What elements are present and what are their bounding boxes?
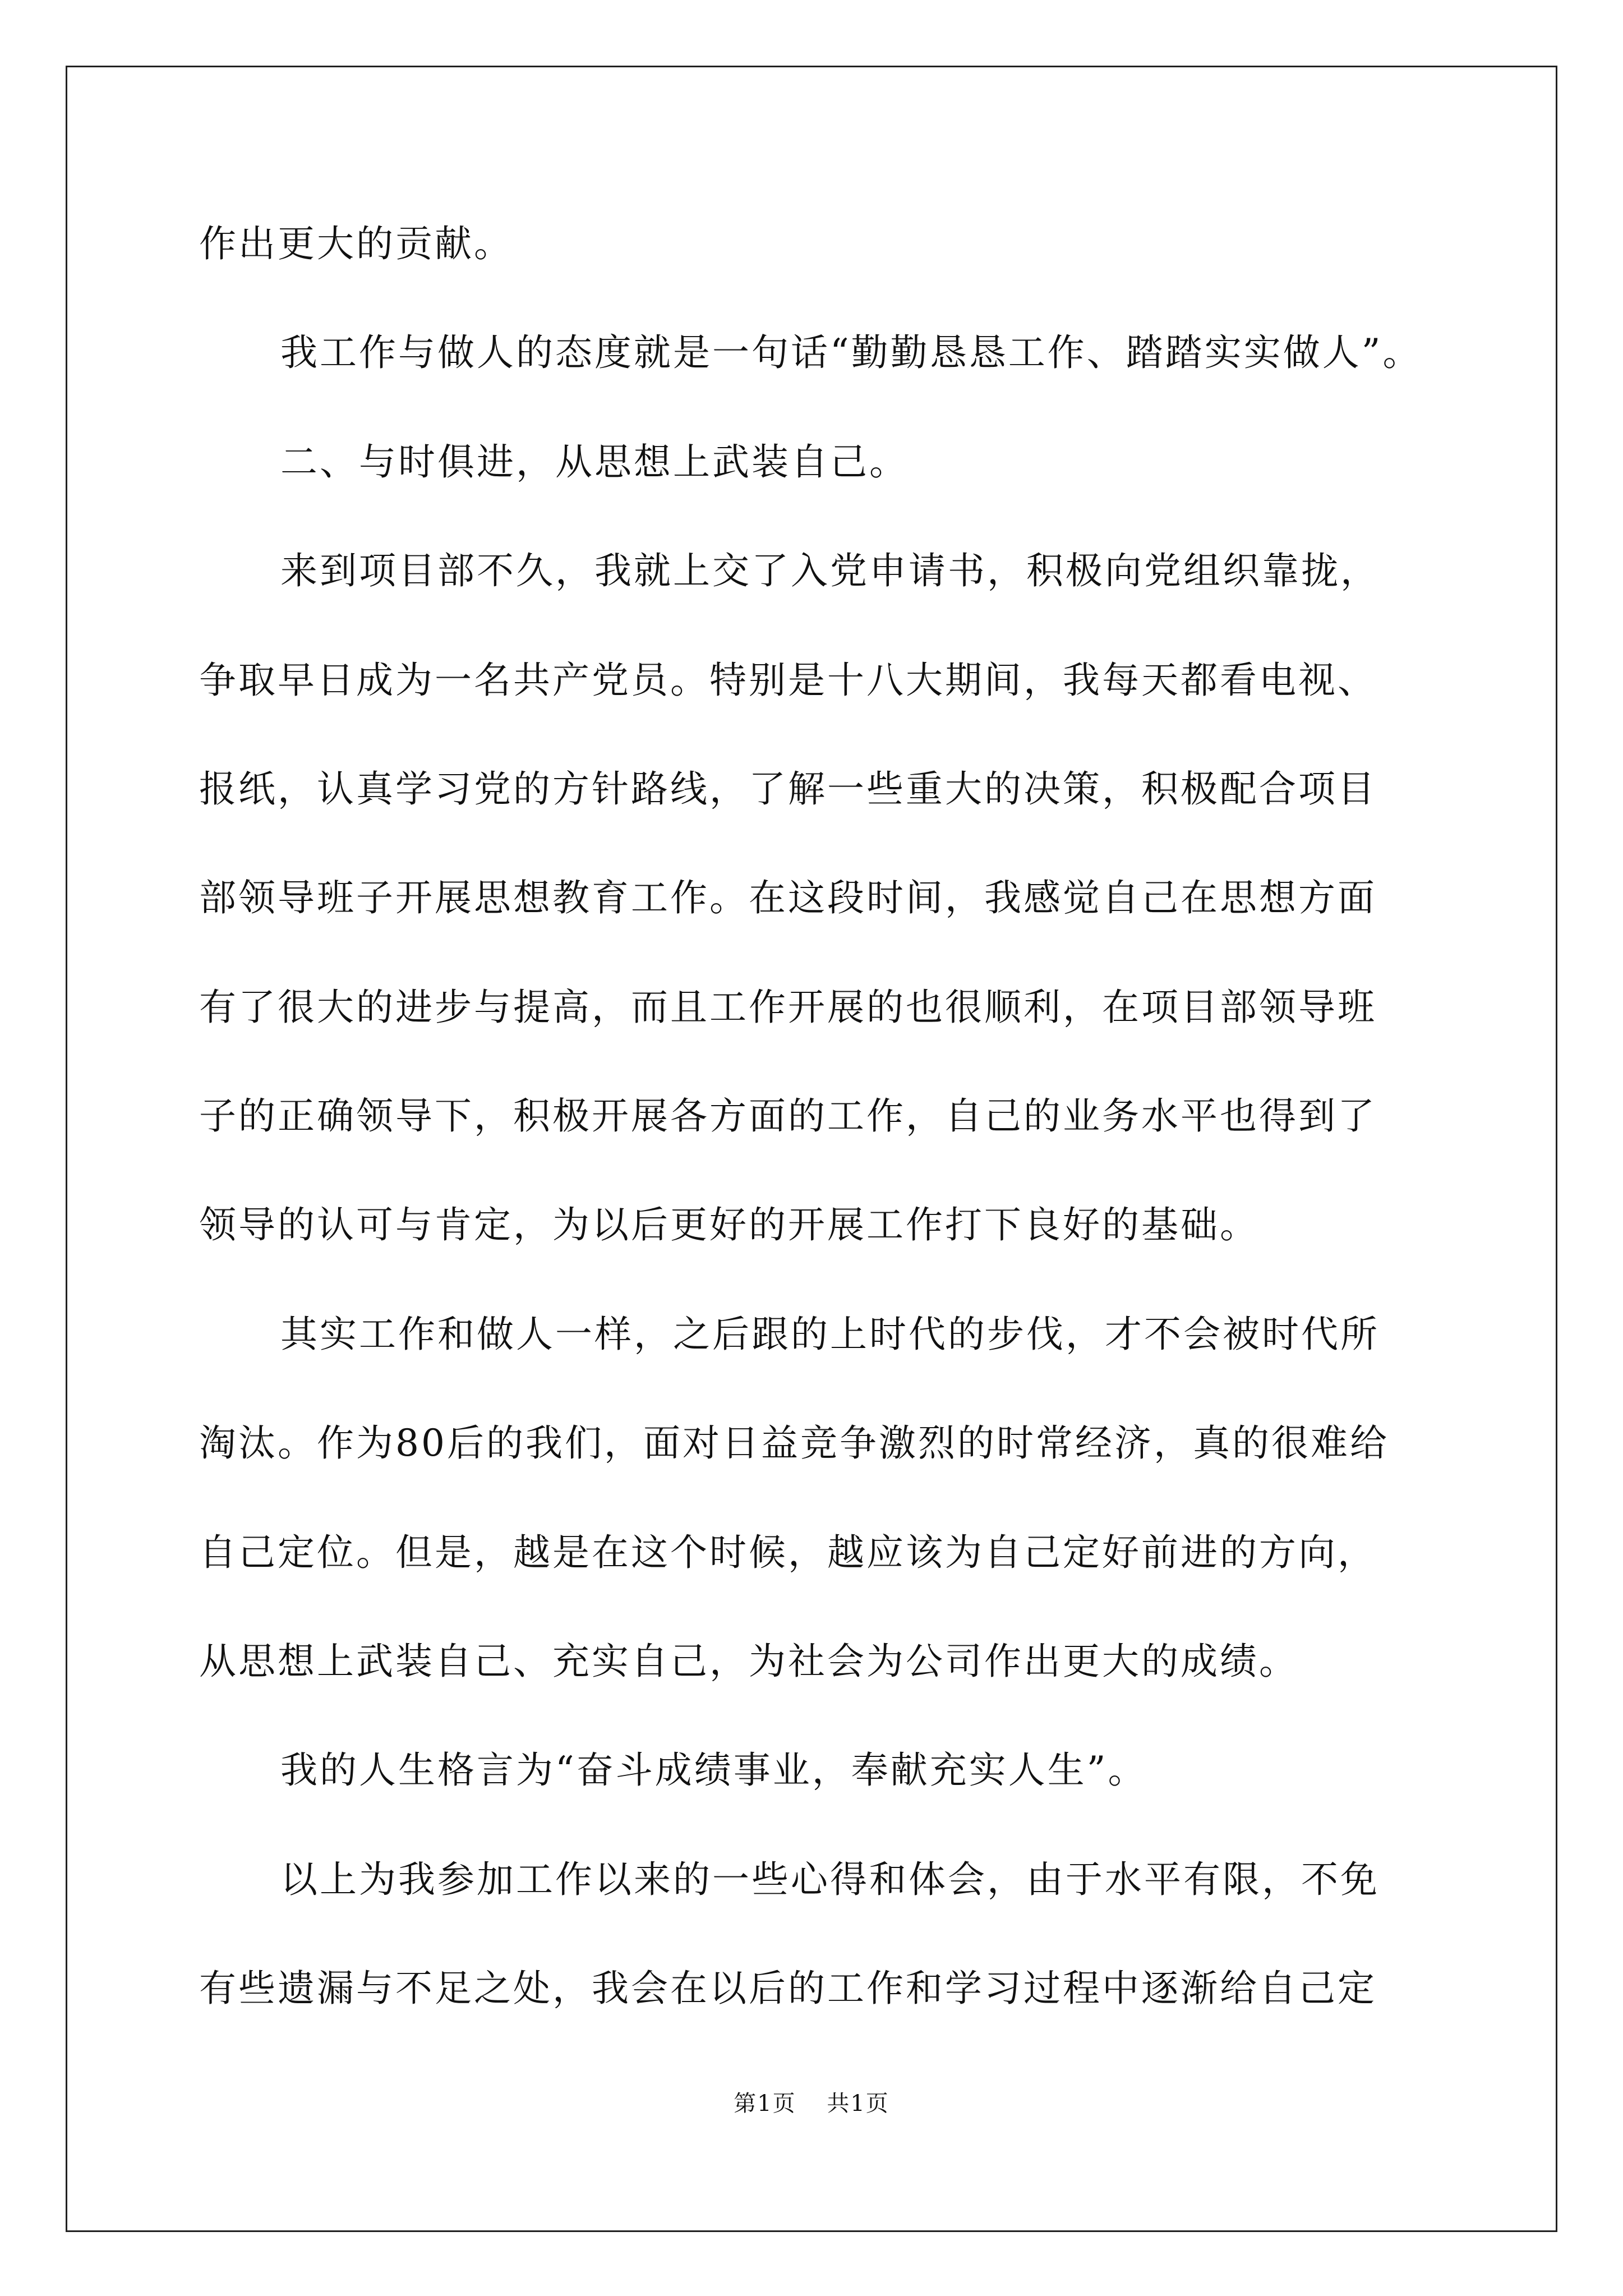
text-line: 自己定位。但是，越是在这个时候，越应该为自己定好前进的方向， [199, 1531, 1377, 1574]
text-line: 子的正确领导下，积极开展各方面的工作，自己的业务水平也得到了 [199, 1094, 1377, 1138]
text-line: 以上为我参加工作以来的一些心得和体会，由于水平有限，不免 [280, 1858, 1380, 1901]
text-line: 从思想上武装自己、充实自己，为社会为公司作出更大的成绩。 [199, 1640, 1298, 1683]
text-line: 报纸，认真学习党的方针路线，了解一些重大的决策，积极配合项目 [199, 767, 1377, 811]
page-footer [0, 2090, 1623, 2118]
text-line: 淘汰。作为80后的我们，面对日益竞争激烈的时常经济，真的很难给 [199, 1421, 1389, 1465]
text-line: 部领导班子开展思想教育工作。在这段时间，我感觉自己在思想方面 [199, 876, 1377, 919]
page-total: 共1页 [827, 2091, 889, 2116]
text-line: 来到项目部不久，我就上交了入党申请书，积极向党组织靠拢， [280, 549, 1380, 592]
text-line: 其实工作和做人一样，之后跟的上时代的步伐，才不会被时代所 [280, 1313, 1380, 1356]
text-line: 领导的认可与肯定，为以后更好的开展工作打下良好的基础。 [199, 1203, 1259, 1246]
page-number: 第1页 [734, 2091, 796, 2116]
text-line: 我工作与做人的态度就是一句话“勤勤恳恳工作、踏踏实实做人”。 [280, 331, 1422, 374]
section-heading: 二、与时俱进，从思想上武装自己。 [280, 440, 909, 484]
text-line: 争取早日成为一名共产党员。特别是十八大期间，我每天都看电视、 [199, 659, 1377, 702]
page-border [66, 66, 1557, 2232]
text-line: 我的人生格言为“奋斗成绩事业，奉献充实人生”。 [280, 1749, 1147, 1792]
text-line: 有了很大的进步与提高，而且工作开展的也很顺利，在项目部领导班 [199, 986, 1377, 1029]
text-line: 作出更大的贡献。 [199, 222, 513, 265]
text-line: 有些遗漏与不足之处，我会在以后的工作和学习过程中逐渐给自己定 [199, 1967, 1377, 2010]
